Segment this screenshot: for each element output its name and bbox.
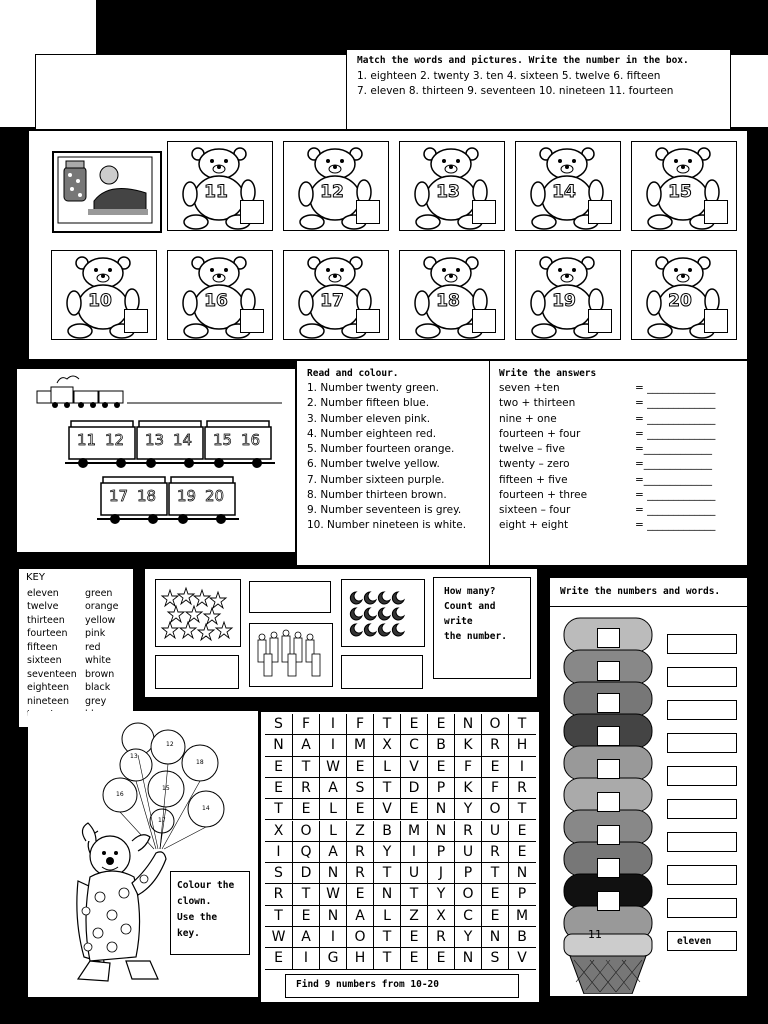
key-title: KEY (26, 572, 45, 583)
wordsearch-cell[interactable]: R (346, 842, 373, 863)
balloon-number: 14 (202, 805, 210, 812)
bear-card (631, 250, 737, 340)
how-many-box (433, 577, 531, 679)
answer-box[interactable] (588, 200, 612, 224)
bear-number: 18 (436, 291, 460, 311)
wordsearch-row (265, 884, 536, 905)
wordsearch-cell[interactable]: I (276, 843, 281, 860)
read-colour-item: 7. Number sixteen purple. (307, 474, 445, 486)
read-colour-item: 4. Number eighteen red. (307, 428, 437, 440)
wordsearch-cell[interactable]: H (346, 948, 373, 969)
read-colour-item: 9. Number seventeen is grey. (307, 504, 462, 516)
wordsearch-cell[interactable]: N (427, 821, 454, 842)
wordsearch-cell[interactable]: N (454, 714, 481, 735)
key-number: sixteen (27, 655, 62, 666)
wordsearch-cell[interactable]: T (373, 863, 400, 884)
how-many-line: How many? (444, 586, 496, 597)
wordsearch-cell[interactable]: L (319, 821, 346, 842)
key-colour: orange (85, 601, 119, 612)
bear-card (399, 250, 505, 340)
wordsearch-row (265, 927, 536, 948)
word-box[interactable] (667, 799, 737, 819)
key-colour: pink (85, 628, 106, 639)
train-car-number: 12 (105, 431, 125, 449)
read-colour-item: 1. Number twenty green. (307, 382, 440, 394)
key-colour: green (85, 588, 113, 599)
panel-divider (489, 361, 490, 567)
train-car-number: 13 (145, 431, 165, 449)
wordsearch-cell[interactable]: E (346, 757, 373, 778)
sum-answer-line[interactable]: = _____________ (635, 519, 716, 531)
how-many-line: write (444, 616, 473, 627)
read-colour-title: Read and colour. (307, 368, 399, 379)
bear-number: 17 (320, 291, 344, 311)
bear-number: 10 (88, 291, 112, 311)
wordsearch-cell[interactable]: K (454, 735, 481, 756)
wordsearch-cell[interactable]: B (508, 927, 535, 948)
wordsearch-cell[interactable]: X (373, 735, 400, 756)
wordsearch-cell[interactable]: R (273, 886, 284, 903)
key-number: nineteen (27, 696, 69, 707)
wordsearch-cell[interactable]: T (508, 714, 535, 735)
scoop-box[interactable] (597, 661, 620, 681)
wordsearch-cell[interactable]: W (319, 757, 346, 778)
wordsearch-cell[interactable]: I (319, 927, 346, 948)
key-colour: white (85, 655, 111, 666)
scoop-box[interactable] (597, 726, 620, 746)
jar-picture (52, 151, 162, 233)
word-box[interactable] (667, 667, 737, 687)
wordsearch-cell[interactable]: R (346, 863, 373, 884)
how-many-panel (144, 568, 538, 698)
wordsearch-cell[interactable]: D (292, 863, 319, 884)
wordsearch-cell[interactable]: T (373, 778, 400, 799)
sum-question: fifteen + five (499, 474, 568, 486)
key-colour: yellow (85, 615, 116, 626)
train-panel (16, 368, 296, 553)
sum-question: nine + one (499, 413, 557, 425)
wordsearch-cell[interactable]: Y (454, 799, 481, 820)
wordsearch-cell[interactable]: M (346, 735, 373, 756)
sum-answer-line[interactable]: = _____________ (635, 397, 716, 409)
key-number: fourteen (27, 628, 68, 639)
key-colour: brown (85, 669, 115, 680)
key-number: fifteen (27, 642, 58, 653)
scoop-box[interactable] (597, 792, 620, 812)
sum-question: two + thirteen (499, 397, 576, 409)
bear-card (51, 250, 157, 340)
how-many-line: the number. (444, 631, 507, 642)
wordsearch-cell[interactable]: E (274, 950, 283, 967)
wordsearch-cell[interactable]: G (319, 948, 346, 969)
wordsearch-cell[interactable]: B (427, 735, 454, 756)
bear-card (515, 141, 621, 231)
scoop-box[interactable] (597, 693, 620, 713)
moons-picture (341, 579, 425, 647)
answer-box[interactable] (704, 200, 728, 224)
answer-box[interactable] (472, 200, 496, 224)
wordsearch-cell[interactable]: A (292, 735, 319, 756)
wordsearch-cell[interactable]: E (481, 884, 508, 905)
bear-card (283, 250, 389, 340)
wordsearch-cell[interactable]: N (508, 863, 535, 884)
answer-box[interactable] (356, 200, 380, 224)
word-box[interactable] (667, 865, 737, 885)
numbers-words-panel (549, 577, 748, 997)
wordsearch-cell[interactable]: T (400, 884, 427, 905)
wordsearch-cell[interactable]: O (292, 821, 319, 842)
answer-box[interactable] (356, 309, 380, 333)
balloon-number: 13 (130, 753, 138, 760)
clown-panel (28, 711, 258, 997)
clown-instruction-line: Use the (177, 912, 218, 923)
wordsearch-footer: Find 9 numbers from 10-20 (296, 979, 439, 990)
bear-number: 11 (204, 182, 228, 202)
wordsearch-cell[interactable]: L (373, 757, 400, 778)
bear-number: 16 (204, 291, 228, 311)
wordsearch-cell[interactable]: N (481, 927, 508, 948)
wordsearch-cell[interactable]: N (427, 799, 454, 820)
wordsearch-cell[interactable]: T (292, 884, 319, 905)
clown-instruction-line: clown. (177, 896, 212, 907)
sum-question: fourteen + three (499, 489, 588, 501)
sum-answer-line[interactable]: = _____________ (635, 382, 716, 394)
key-colour: red (85, 642, 101, 653)
soldiers-picture (249, 623, 333, 687)
wordsearch-cell[interactable]: Q (292, 842, 319, 863)
wordsearch-cell[interactable]: S (274, 865, 283, 882)
write-answers-title: Write the answers (499, 368, 597, 379)
scoop-label: 11 (588, 928, 602, 941)
wordsearch-cell[interactable]: R (481, 735, 508, 756)
train-car-number: 15 (213, 431, 233, 449)
sum-question: twelve – five (499, 443, 565, 455)
balloon-number: 16 (116, 791, 124, 798)
word-box[interactable] (667, 733, 737, 753)
bear-number: 15 (668, 182, 692, 202)
wordsearch-cell[interactable]: E (400, 927, 427, 948)
train-car-number: 11 (77, 431, 97, 449)
wordsearch-cell[interactable]: E (346, 884, 373, 905)
wordsearch-cell[interactable]: E (427, 714, 454, 735)
wordsearch-cell[interactable]: E (481, 906, 508, 927)
star-icon (156, 580, 240, 646)
sum-question: twenty – zero (499, 458, 570, 470)
wordsearch-cell[interactable]: I (508, 757, 535, 778)
wordsearch-cell[interactable]: C (400, 735, 427, 756)
wordsearch-cell[interactable]: E (427, 948, 454, 969)
balloon-number: 18 (196, 759, 204, 766)
bear-number: 13 (436, 182, 460, 202)
key-colour: grey (85, 696, 107, 707)
wordsearch-cell[interactable]: V (400, 757, 427, 778)
wordsearch-cell[interactable]: E (292, 906, 319, 927)
wordsearch-row (265, 842, 536, 863)
key-number: seventeen (27, 669, 77, 680)
wordsearch-cell[interactable]: E (400, 948, 427, 969)
read-colour-item: 5. Number fourteen orange. (307, 443, 455, 455)
bear-card (283, 141, 389, 231)
wordsearch-cell[interactable]: Z (400, 906, 427, 927)
train-car-number: 14 (173, 431, 193, 449)
wordsearch-row (265, 948, 536, 969)
wordsearch-cell[interactable]: U (400, 863, 427, 884)
word-box[interactable] (667, 634, 737, 654)
bear-card (515, 250, 621, 340)
balloon-number: 12 (166, 741, 174, 748)
bear-number: 19 (552, 291, 576, 311)
scoop-box[interactable] (597, 759, 620, 779)
wordsearch-cell[interactable]: B (373, 821, 400, 842)
sum-answer-line[interactable]: =_____________ (635, 458, 713, 470)
wordsearch-cell[interactable]: F (292, 714, 319, 735)
wordsearch-cell[interactable]: E (292, 799, 319, 820)
wordsearch-cell[interactable]: Y (373, 842, 400, 863)
wordsearch-cell[interactable]: A (292, 927, 319, 948)
wordsearch-footer-box (285, 974, 519, 998)
wordsearch-cell[interactable]: L (373, 906, 400, 927)
wordsearch-row (265, 799, 536, 820)
wordsearch-cell[interactable]: E (346, 799, 373, 820)
instructions-box (346, 49, 731, 130)
top-left-white (0, 0, 96, 55)
wordsearch-cell[interactable]: S (274, 716, 283, 732)
wordsearch-cell[interactable]: P (454, 863, 481, 884)
answer-box[interactable] (124, 309, 148, 333)
bear-card (167, 141, 273, 231)
bear-number: 12 (320, 182, 344, 202)
wordsearch-cell[interactable]: N (319, 863, 346, 884)
instruction-line-1: 1. eighteen 2. twenty 3. ten 4. sixteen 5. twelve 6. fifteen (357, 70, 661, 82)
wordsearch-cell[interactable]: R (427, 927, 454, 948)
sum-answer-line[interactable]: = _____________ (635, 489, 716, 501)
wordsearch-row (265, 778, 536, 799)
bear-card (631, 141, 737, 231)
bear-number: 14 (552, 182, 576, 202)
key-colour: black (85, 682, 111, 693)
sum-question: fourteen + four (499, 428, 581, 440)
scoop-box[interactable] (597, 628, 620, 648)
wordsearch-cell[interactable]: W (271, 929, 286, 945)
wordsearch-cell[interactable]: O (346, 927, 373, 948)
answer-box[interactable] (249, 581, 331, 613)
wordsearch-cell[interactable]: D (400, 778, 427, 799)
wordsearch-cell[interactable]: U (454, 842, 481, 863)
answer-box[interactable] (472, 309, 496, 333)
sum-question: eight + eight (499, 519, 569, 531)
wordsearch-row (265, 821, 536, 842)
wordsearch-cell[interactable]: X (427, 906, 454, 927)
wordsearch-grid (265, 714, 536, 970)
wordsearch-cell[interactable]: F (454, 757, 481, 778)
answer-box[interactable] (240, 309, 264, 333)
train-car-number: 16 (241, 431, 261, 449)
wordsearch-cell[interactable]: T (373, 927, 400, 948)
stars-picture (155, 579, 241, 647)
scoop-box[interactable] (597, 825, 620, 845)
wordsearch-cell[interactable]: E (274, 779, 283, 796)
wordsearch-cell[interactable]: O (481, 714, 508, 735)
wordsearch-row (265, 757, 536, 778)
scoop-box[interactable] (597, 858, 620, 878)
read-colour-panel (296, 360, 748, 566)
balloon-number: 17 (158, 817, 166, 824)
wordsearch-cell[interactable]: E (427, 757, 454, 778)
read-colour-item: 2. Number fifteen blue. (307, 397, 430, 409)
bear-card (399, 141, 505, 231)
wordsearch-cell[interactable]: T (373, 714, 400, 735)
wordsearch-panel (260, 711, 540, 1003)
train-car-number: 20 (205, 487, 225, 505)
train-icon (17, 369, 297, 554)
wordsearch-cell[interactable]: A (319, 842, 346, 863)
wordsearch-cell[interactable]: C (454, 906, 481, 927)
wordsearch-row (265, 714, 536, 735)
train-car-number: 18 (137, 487, 157, 505)
clown-instruction-line: Colour the (177, 880, 235, 891)
wordsearch-row (265, 735, 536, 756)
sum-question: seven +ten (499, 382, 560, 394)
bear-number: 20 (668, 291, 692, 311)
wordsearch-cell[interactable]: A (319, 778, 346, 799)
word-box[interactable] (667, 898, 737, 918)
train-car-number: 19 (177, 487, 197, 505)
wordsearch-cell[interactable]: V (373, 799, 400, 820)
wordsearch-cell[interactable]: P (427, 842, 454, 863)
wordsearch-cell[interactable]: M (400, 821, 427, 842)
wordsearch-cell[interactable]: E (508, 842, 535, 863)
key-number: thirteen (27, 615, 65, 626)
scoop-box[interactable] (597, 891, 620, 911)
soldiers-icon (250, 624, 332, 686)
key-panel (18, 568, 134, 728)
word-box[interactable] (667, 700, 737, 720)
key-number: eleven (27, 588, 59, 599)
wordsearch-cell[interactable]: A (346, 906, 373, 927)
balloon-number: 15 (162, 785, 170, 792)
wordsearch-cell[interactable]: I (292, 948, 319, 969)
wordsearch-cell[interactable]: P (427, 778, 454, 799)
wordsearch-cell[interactable]: S (346, 778, 373, 799)
wordsearch-cell[interactable]: N (373, 884, 400, 905)
wordsearch-cell[interactable]: E (481, 757, 508, 778)
wordsearch-cell[interactable]: R (508, 778, 535, 799)
wordsearch-cell[interactable]: J (427, 863, 454, 884)
read-colour-item: 3. Number eleven pink. (307, 413, 431, 425)
wordsearch-row (265, 906, 536, 927)
numbers-words-title: Write the numbers and words. (560, 586, 721, 597)
read-colour-item: 8. Number thirteen brown. (307, 489, 447, 501)
answer-box[interactable] (240, 200, 264, 224)
wordsearch-cell[interactable]: I (319, 735, 346, 756)
train-car-number: 17 (109, 487, 129, 505)
sum-answer-line[interactable]: = _____________ (635, 428, 716, 440)
clown-instruction-line: key. (177, 928, 200, 939)
wordsearch-cell[interactable]: F (346, 714, 373, 735)
wordsearch-cell[interactable]: R (481, 842, 508, 863)
wordsearch-cell[interactable]: T (481, 863, 508, 884)
wordsearch-cell[interactable]: Z (346, 821, 373, 842)
sum-answer-line[interactable]: =_____________ (635, 474, 713, 486)
wordsearch-cell[interactable]: K (454, 778, 481, 799)
moon-icon (342, 580, 424, 646)
clown-instruction-box (170, 871, 250, 955)
wordsearch-cell[interactable]: F (481, 778, 508, 799)
instruction-title: Match the words and pictures. Write the number in the box. (357, 55, 689, 66)
instruction-line-2: 7. eleven 8. thirteen 9. seventeen 10. nineteen 11. fourteen (357, 85, 674, 97)
wordsearch-cell[interactable]: U (481, 821, 508, 842)
wordsearch-cell[interactable]: T (508, 799, 535, 820)
wordsearch-cell[interactable]: E (400, 799, 427, 820)
answer-box[interactable] (341, 655, 423, 689)
wordsearch-cell[interactable]: I (319, 714, 346, 735)
wordsearch-cell[interactable]: N (454, 948, 481, 969)
wordsearch-cell[interactable]: Y (454, 927, 481, 948)
wordsearch-cell[interactable]: T (274, 801, 283, 818)
wordsearch-cell[interactable]: L (319, 799, 346, 820)
wordsearch-cell[interactable]: V (508, 948, 535, 969)
wordsearch-cell[interactable]: O (454, 884, 481, 905)
name-box[interactable] (35, 54, 348, 130)
answer-box[interactable] (588, 309, 612, 333)
key-number: eighteen (27, 682, 69, 693)
word-box[interactable] (667, 766, 737, 786)
word-box[interactable] (667, 832, 737, 852)
sum-answer-line[interactable]: = _____________ (635, 413, 716, 425)
wordsearch-cell[interactable]: O (481, 799, 508, 820)
title-divider (550, 606, 749, 607)
wordsearch-cell[interactable]: S (481, 948, 508, 969)
wordsearch-row (265, 863, 536, 884)
sum-question: sixteen – four (499, 504, 571, 516)
wordsearch-cell[interactable]: I (400, 842, 427, 863)
wordsearch-cell[interactable]: E (400, 714, 427, 735)
wordsearch-cell[interactable]: M (508, 906, 535, 927)
wordsearch-cell[interactable]: Y (427, 884, 454, 905)
answer-box[interactable] (704, 309, 728, 333)
wordsearch-cell[interactable]: E (508, 821, 535, 842)
wordsearch-cell[interactable]: N (273, 737, 284, 754)
wordsearch-cell[interactable]: X (273, 822, 284, 839)
wordsearch-cell[interactable]: H (508, 735, 535, 756)
wordsearch-cell[interactable]: W (319, 884, 346, 905)
wordsearch-cell[interactable]: R (454, 821, 481, 842)
wordsearch-cell[interactable]: T (292, 757, 319, 778)
wordsearch-cell[interactable]: P (508, 884, 535, 905)
wordsearch-cell[interactable]: T (373, 948, 400, 969)
answer-box[interactable] (155, 655, 239, 689)
wordsearch-cell[interactable]: R (292, 778, 319, 799)
wordsearch-cell[interactable]: N (319, 906, 346, 927)
how-many-line: Count and (444, 601, 496, 612)
sum-answer-line[interactable]: = _____________ (635, 504, 716, 516)
wordsearch-cell[interactable]: E (274, 758, 283, 775)
wordsearch-cell[interactable]: T (274, 907, 283, 924)
bear-card (167, 250, 273, 340)
read-colour-item: 10. Number nineteen is white. (307, 519, 467, 531)
read-colour-item: 6. Number twelve yellow. (307, 458, 440, 470)
word-answer: eleven (677, 936, 712, 947)
sum-answer-line[interactable]: =_____________ (635, 443, 713, 455)
boy-with-jar-icon (54, 153, 156, 227)
key-number: twelve (27, 601, 59, 612)
